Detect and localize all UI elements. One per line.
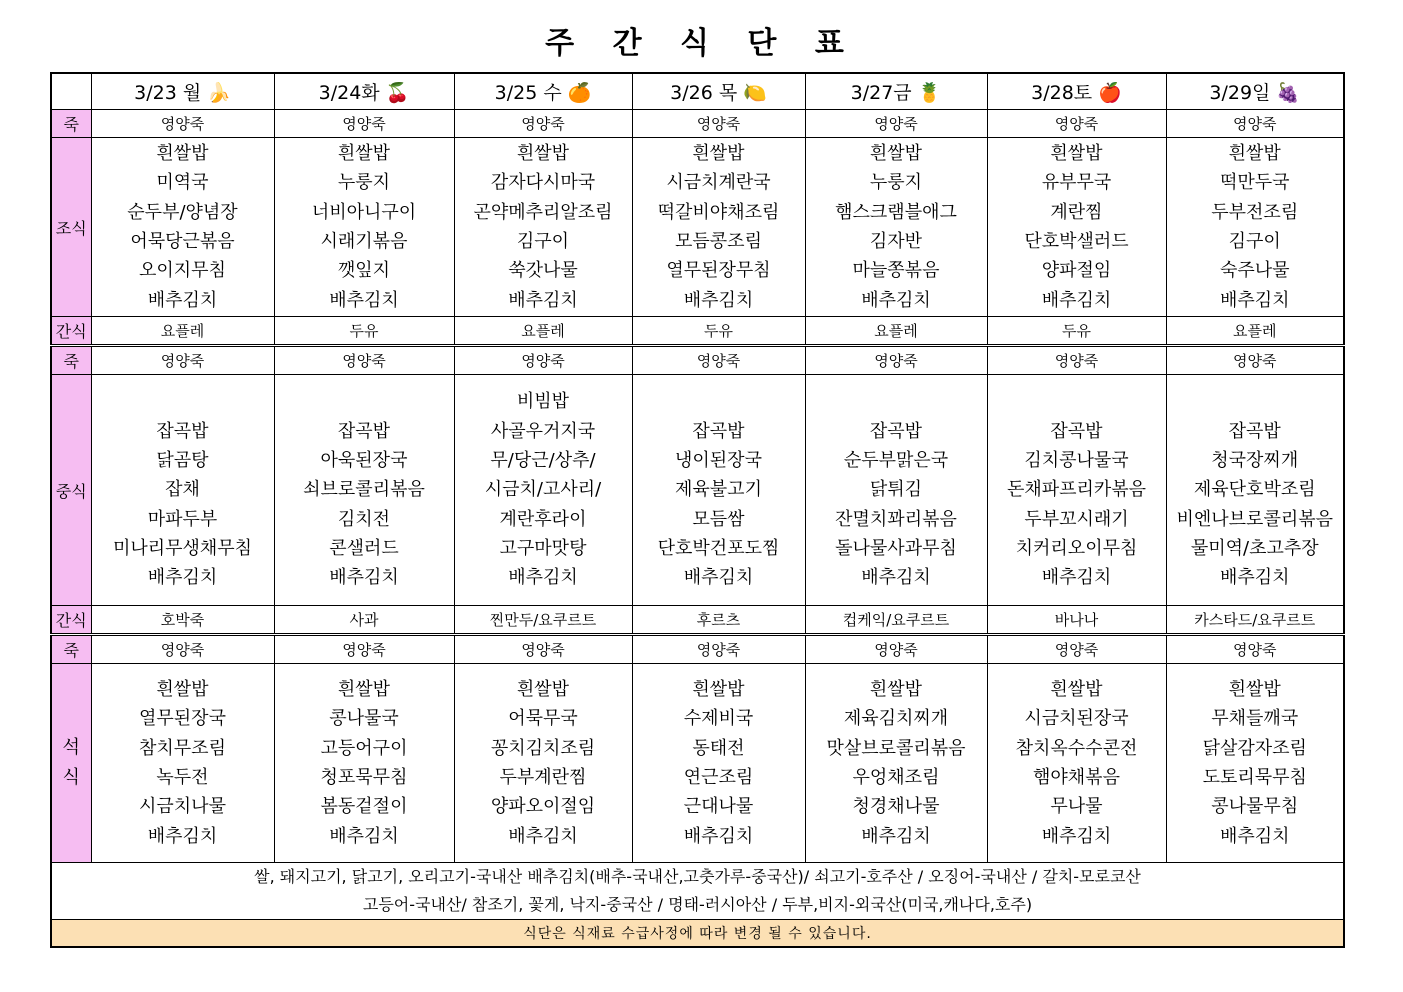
menu-item: 배추김치 [1219,825,1290,847]
menu-cell [274,138,454,317]
origin-line: 쌀, 돼지고기, 닭고기, 오리고기-국내산 배추김치(배추-국내산,고춧가루-중국산)/ 쇠고기-호주산 / 오징어-국내산 / 갈치-모로코산 [254,867,1141,886]
cherry-icon: 🍒 [385,82,410,104]
menu-item: 배추김치 [329,289,399,311]
menu-item: 배추김치 [683,825,754,847]
menu-item: 미나리무생채무침 [112,537,253,559]
menu-item: 흰쌀밥 [869,143,923,165]
menu-cell: 요플레 [91,317,274,346]
menu-item: 깻잎지 [337,260,391,282]
menu-item: 배추김치 [147,825,218,847]
menu-item: 햄스크램블애그 [835,201,957,223]
menu-item: 두부꼬시래기 [1024,508,1129,530]
menu-cell: 영양죽 [805,635,987,664]
menu-item: 김치콩나물국 [1024,450,1129,472]
menu-cell: 사과 [274,606,454,635]
lunch-label: 중식 [51,375,91,606]
menu-item: 누룽지 [869,172,923,194]
menu-item: 순두부맑은국 [843,450,949,472]
menu-item: 배추김치 [147,289,218,311]
menu-item: 시래기볶음 [320,231,408,252]
menu-item: 양파절임 [1041,260,1112,282]
porridge-label: 죽 [51,110,91,138]
date-label: 3/26 목 [670,82,738,104]
dinner-row [51,664,1344,863]
menu-item: 계란후라이 [499,508,587,530]
menu-cell [987,664,1166,863]
menu-item: 떡갈비야채조림 [657,201,780,223]
menu-cell: 영양죽 [1166,110,1344,138]
date-label: 3/27금 [850,82,912,104]
menu-item: 열무된장국 [139,708,226,730]
menu-cell: 요플레 [805,317,987,346]
menu-item: 유부무국 [1041,172,1112,194]
menu-item [92,387,274,416]
menu-item: 잡곡밥 [869,420,923,442]
menu-item: 동태전 [692,737,745,759]
date-header [805,73,987,110]
menu-item: 무채들깨국 [1211,708,1299,730]
menu-cell: 영양죽 [454,110,632,138]
menu-item: 도토리묵무침 [1202,767,1307,788]
menu-item: 치커리오이무침 [1015,537,1138,559]
corner-cell [51,73,91,110]
menu-item: 어묵무국 [508,708,578,730]
meal-label-line: 식 [62,767,80,788]
menu-item: 배추김치 [147,567,218,589]
menu-item: 참치옥수수콘전 [1015,737,1138,759]
menu-item: 잡채 [165,479,200,501]
menu-item: 물미역/초고추장 [1190,537,1319,559]
date-label: 3/25 수 [494,82,562,104]
dinner-porridge-row [51,635,1344,664]
menu-item: 흰쌀밥 [1228,143,1281,165]
menu-item: 잡곡밥 [1228,420,1281,442]
menu-item: 흰쌀밥 [1050,679,1103,701]
menu-item [806,387,987,416]
menu-item: 배추김치 [1041,289,1112,311]
menu-cell: 영양죽 [274,635,454,664]
menu-item: 배추김치 [329,825,399,847]
menu-item: 청포묵무침 [320,767,408,788]
menu-cell: 두유 [987,317,1166,346]
menu-item: 곤약메추리알조림 [473,201,613,223]
menu-cell: 영양죽 [987,110,1166,138]
menu-item: 두부계란찜 [499,767,587,788]
menu-item: 잡곡밥 [156,420,209,442]
menu-cell: 영양죽 [632,635,805,664]
banana-icon: 🍌 [207,82,231,104]
menu-item: 배추김치 [861,289,931,311]
menu-item: 김구이 [1228,231,1281,252]
menu-cell: 두유 [632,317,805,346]
menu-item: 돌나물사과무침 [835,537,957,559]
origin-info [51,863,1344,920]
menu-item: 비엔나브로콜리볶음 [1176,508,1333,530]
menu-item: 사골우거지국 [490,420,596,442]
date-label: 3/29일 [1209,82,1271,104]
menu-item: 봄동겉절이 [320,796,408,818]
menu-item: 흰쌀밥 [869,679,923,701]
porridge-label: 죽 [51,346,91,375]
menu-cell: 영양죽 [454,346,632,375]
lunch-porridge-row [51,346,1344,375]
lunch-row [51,375,1344,606]
menu-cell: 컵케익/요쿠르트 [805,606,987,635]
menu-item: 두부전조림 [1211,201,1299,223]
menu-item: 배추김치 [1041,567,1112,589]
menu-item: 청국장찌개 [1211,450,1299,472]
menu-item: 햄야채볶음 [1033,767,1120,788]
menu-item: 숙주나물 [1219,260,1290,282]
menu-item: 고등어구이 [320,737,408,759]
menu-item: 근대나물 [683,796,754,818]
menu-cell [632,138,805,317]
grape-icon: 🍇 [1276,82,1301,104]
porridge-label: 죽 [51,635,91,664]
menu-cell: 영양죽 [987,346,1166,375]
date-header [632,73,805,110]
date-header [987,73,1166,110]
date-header [454,73,632,110]
menu-item: 콩나물무침 [1211,796,1299,818]
menu-cell: 찐만두/요쿠르트 [454,606,632,635]
menu-item: 닭살감자조림 [1202,737,1307,759]
menu-item: 제육불고기 [675,479,762,501]
menu-cell: 영양죽 [91,110,274,138]
menu-item: 흰쌀밥 [516,143,570,165]
menu-item: 연근조림 [683,767,754,788]
menu-item: 흰쌀밥 [1050,143,1103,165]
menu-item: 단호박건포도찜 [657,537,780,559]
menu-cell [274,375,454,606]
menu-item: 오이지무침 [139,260,226,282]
menu-item: 시금치계란국 [666,172,771,194]
menu-cell: 영양죽 [805,110,987,138]
menu-item: 잔멸치꽈리볶음 [835,508,957,530]
menu-item: 배추김치 [861,567,931,589]
lemon-icon: 🍋 [743,82,767,104]
origin-row [51,863,1344,920]
menu-item [988,387,1166,416]
apple-icon: 🍎 [1098,82,1122,104]
menu-item: 아욱된장국 [320,450,408,472]
date-label: 3/28토 [1031,82,1093,104]
menu-item: 배추김치 [1041,825,1112,847]
menu-cell: 영양죽 [987,635,1166,664]
snack-label: 간식 [51,317,91,346]
menu-cell [987,375,1166,606]
date-header [91,73,274,110]
menu-cell: 바나나 [987,606,1166,635]
menu-item: 미역국 [156,172,209,194]
menu-item: 콩나물국 [329,708,399,730]
menu-cell [805,664,987,863]
menu-item: 누룽지 [337,172,391,194]
menu-cell [1166,375,1344,606]
date-header-row [51,73,1344,110]
menu-item: 우엉채조림 [852,767,940,788]
menu-cell: 영양죽 [632,110,805,138]
menu-item: 너비아니구이 [311,201,417,223]
menu-item: 마늘쫑볶음 [852,260,940,282]
breakfast-row [51,138,1344,317]
menu-item: 어묵당근볶음 [130,231,235,252]
menu-item: 수제비국 [683,708,754,730]
menu-cell [91,664,274,863]
menu-item: 제육김치찌개 [843,708,949,730]
menu-item: 시금치/고사리/ [484,479,602,501]
menu-item: 흰쌀밥 [1228,679,1281,701]
menu-item: 맛살브로콜리볶음 [826,737,966,759]
breakfast-label: 조식 [51,138,91,317]
menu-item: 시금치나물 [139,796,226,818]
menu-item: 김자반 [869,231,923,252]
menu-item: 잡곡밥 [1050,420,1103,442]
menu-item: 배추김치 [1219,289,1290,311]
menu-item: 쑥갓나물 [508,260,578,282]
menu-cell: 영양죽 [274,110,454,138]
menu-item: 떡만두국 [1219,172,1290,194]
menu-item: 고구마맛탕 [499,537,587,559]
menu-item: 양파오이절임 [490,796,596,818]
menu-cell: 영양죽 [632,346,805,375]
orange-icon: 🍊 [567,82,592,104]
menu-cell: 영양죽 [1166,346,1344,375]
menu-item: 무나물 [1050,796,1103,818]
menu-cell: 영양죽 [274,346,454,375]
menu-cell [805,138,987,317]
menu-item: 흰쌀밥 [337,679,391,701]
page-title: 주 간 식 단 표 [545,26,858,61]
menu-item: 흰쌀밥 [337,143,391,165]
notice-text: 식단은 식재료 수급사정에 따라 변경 될 수 있습니다. [51,920,1344,948]
menu-item: 배추김치 [329,567,399,589]
menu-item: 잡곡밥 [692,420,745,442]
menu-item: 청경채나물 [852,796,940,818]
snack-label: 간식 [51,606,91,635]
menu-cell [1166,138,1344,317]
menu-cell [454,664,632,863]
menu-cell: 영양죽 [91,635,274,664]
menu-item: 배추김치 [683,289,754,311]
menu-item: 흰쌀밥 [516,679,570,701]
menu-item: 흰쌀밥 [156,143,209,165]
menu-cell: 두유 [274,317,454,346]
menu-cell [632,664,805,863]
menu-item: 감자다시마국 [490,172,596,194]
menu-item: 꽁치김치조림 [490,737,596,759]
menu-item: 녹두전 [156,767,209,788]
date-label: 3/24화 [318,82,380,104]
morning-snack-row [51,317,1344,346]
weekly-menu-table [50,72,1345,948]
menu-cell [91,375,274,606]
date-header [274,73,454,110]
menu-item: 돈채파프리카볶음 [1006,479,1147,501]
menu-item: 배추김치 [508,567,578,589]
menu-cell [454,138,632,317]
menu-item: 냉이된장국 [675,450,762,472]
menu-item: 쇠브로콜리볶음 [303,479,425,501]
date-label: 3/23 월 [134,82,202,104]
menu-item: 모듬콩조림 [675,231,762,252]
menu-item: 배추김치 [683,567,754,589]
menu-item: 흰쌀밥 [692,679,745,701]
menu-item: 배추김치 [508,825,578,847]
menu-item: 배추김치 [508,289,578,311]
menu-item: 김구이 [516,231,570,252]
pineapple-icon: 🍍 [917,82,942,104]
origin-line: 고등어-국내산/ 참조기, 꽃게, 낙지-중국산 / 명태-러시아산 / 두부,비지-외국산(미국,캐나다,호주) [362,895,1033,914]
menu-cell: 호박죽 [91,606,274,635]
menu-item [633,387,805,416]
menu-cell [1166,664,1344,863]
menu-cell [987,138,1166,317]
menu-item: 김치전 [337,508,391,530]
date-header [1166,73,1344,110]
menu-cell: 영양죽 [91,346,274,375]
menu-cell [805,375,987,606]
menu-item: 배추김치 [861,825,931,847]
menu-cell: 카스타드/요쿠르트 [1166,606,1344,635]
menu-item: 계란찜 [1050,201,1103,223]
afternoon-snack-row [51,606,1344,635]
menu-item: 닭튀김 [869,479,923,501]
menu-cell [454,375,632,606]
breakfast-porridge-row [51,110,1344,138]
menu-cell: 요플레 [1166,317,1344,346]
menu-item: 마파두부 [147,508,218,530]
menu-item: 비빔밥 [516,391,570,413]
menu-item: 흰쌀밥 [692,143,745,165]
menu-cell [632,375,805,606]
menu-item: 배추김치 [1219,567,1290,589]
menu-item: 제육단호박조림 [1193,479,1316,501]
menu-item: 콘샐러드 [329,537,399,559]
menu-cell: 요플레 [454,317,632,346]
menu-item: 열무된장무침 [666,260,771,282]
menu-cell: 영양죽 [454,635,632,664]
meal-label-line: 석 [62,737,80,758]
menu-item: 무/당근/상추/ [490,450,596,472]
menu-item: 잡곡밥 [337,420,391,442]
menu-cell: 영양죽 [805,346,987,375]
menu-item: 시금치된장국 [1024,708,1129,730]
notice-row [51,920,1344,948]
menu-item [1167,387,1344,416]
menu-item: 참치무조림 [139,737,226,759]
dinner-label [51,664,91,863]
menu-item [275,387,454,416]
menu-cell [91,138,274,317]
menu-cell [274,664,454,863]
menu-item: 단호박샐러드 [1024,231,1129,252]
menu-cell: 영양죽 [1166,635,1344,664]
menu-item: 흰쌀밥 [156,679,209,701]
menu-item: 모듬쌈 [692,508,745,530]
menu-item: 순두부/양념장 [127,201,238,223]
menu-cell: 후르츠 [632,606,805,635]
menu-item: 닭곰탕 [156,450,209,472]
